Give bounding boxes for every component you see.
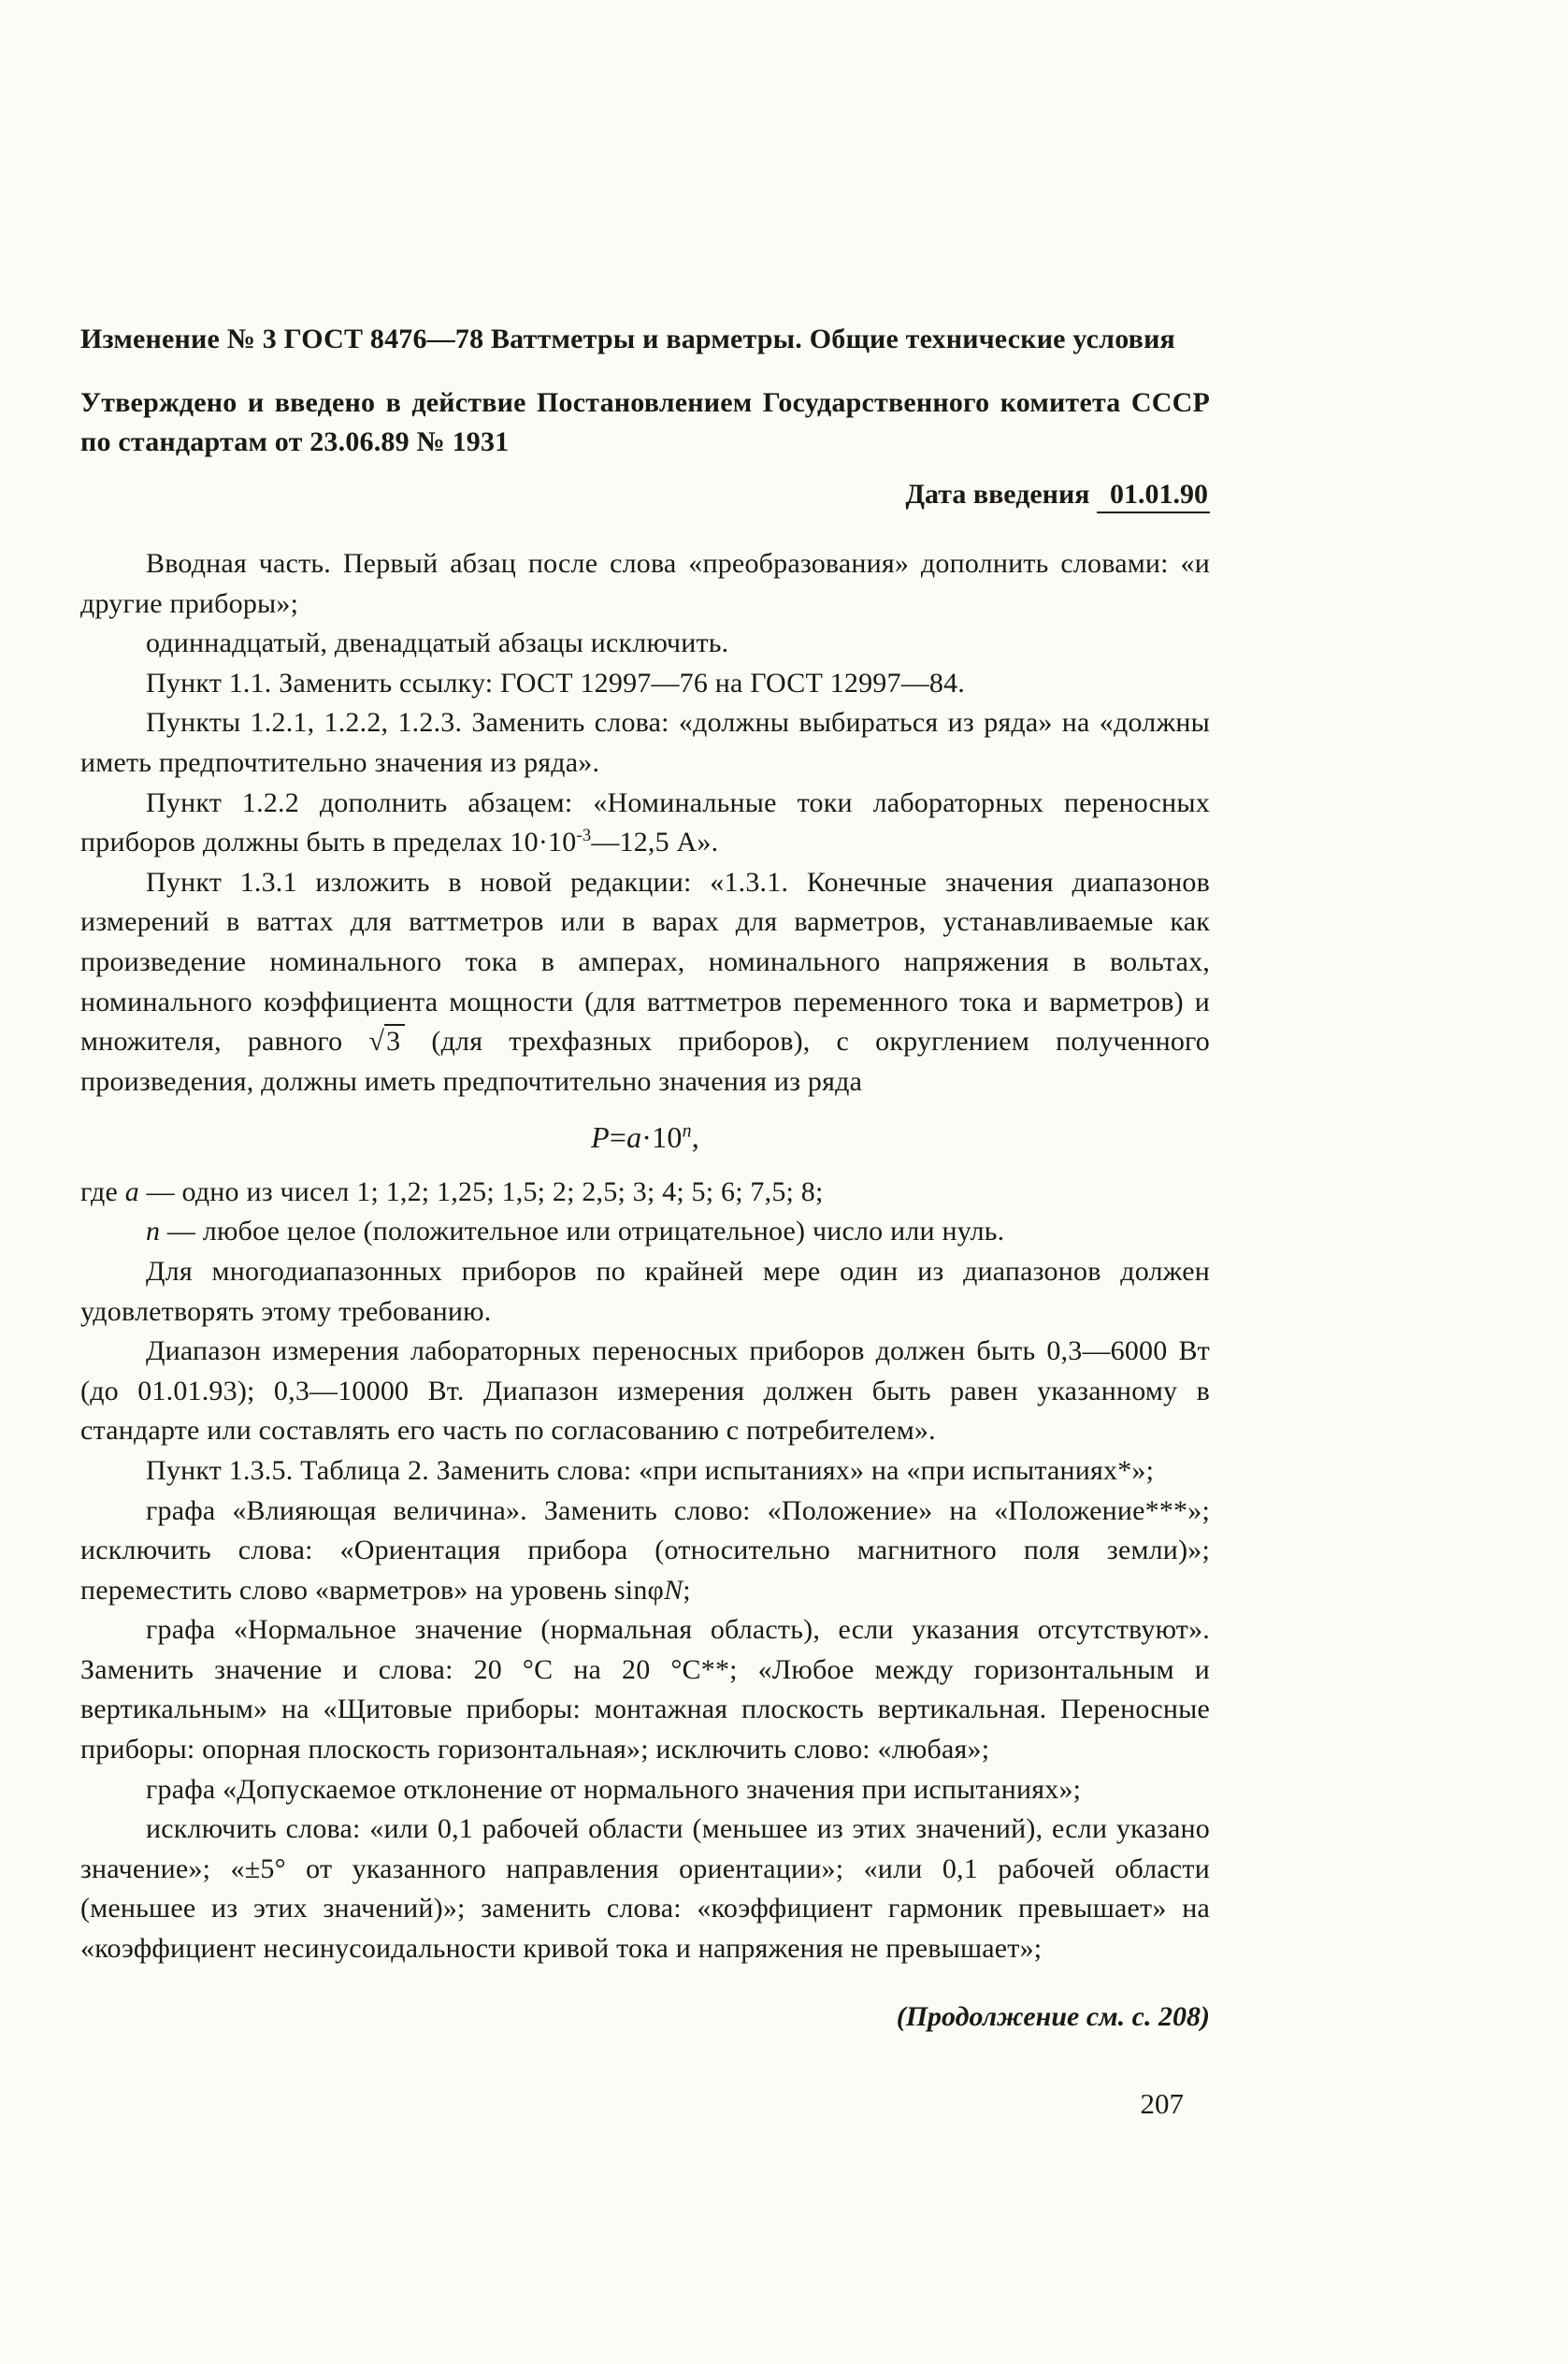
paragraph: Пункт 1.1. Заменить ссылку: ГОСТ 12997—76 на ГОСТ 12997—84.	[146, 667, 965, 699]
approval-statement: Утверждено и введено в действие Постановлением Государственного комитета СССР по стандартам от 23.06.89 № 1931	[80, 387, 1210, 457]
document-title: Изменение № 3 ГОСТ 8476—78 Ваттметры и варметры. Общие технические условия	[80, 324, 1175, 354]
formula: $P=a\cdot 10^n$,	[591, 1120, 699, 1155]
paragraph: Для многодиапазонных приборов по крайней мере один из диапазонов должен удовлетворять этому требованию.	[80, 1255, 1210, 1327]
paragraph: Диапазон измерения лабораторных переносных приборов должен быть 0,3—6000 Вт (до 01.01.93); 0,3—10000 Вт. Диапазон измерения должен быть равен указанному в стандарте или составлять его часть по согласованию с потребителем».	[80, 1335, 1210, 1447]
document-body	[80, 544, 1210, 1969]
continuation-note: (Продолжение см. с. 208)	[896, 2000, 1210, 2032]
page-number: 207	[1140, 2086, 1184, 2120]
paragraph: n — любое целое (положительное или отрицательное) число или нуль.	[146, 1216, 1005, 1247]
paragraph: Пункт 1.2.2 дополнить абзацем: «Номинальные токи лабораторных переносных приборов должны быть в пределах $10\cdot 10^{-3}—12,5$ А».	[80, 786, 1210, 858]
paragraph: Пункты 1.2.1, 1.2.2, 1.2.3. Заменить слова: «должны выбираться из ряда» на «должны иметь предпочтительно значения из ряда».	[80, 707, 1210, 778]
paragraph: Пункт 1.3.5. Таблица 2. Заменить слова: «при испытаниях» на «при испытаниях*»;	[146, 1454, 1155, 1486]
date-value: 01.01.90	[1097, 479, 1210, 513]
paragraph: Вводная часть. Первый абзац после слова «преобразования» дополнить словами: «и другие приборы»;	[80, 548, 1210, 619]
paragraph: графа «Нормальное значение (нормальная область), если указания отсутствуют». Заменить значение и слова: 20 °С на 20 °С**; «Любое между горизонтальным и вертикальным» на «Щитовые приборы: монтажная плоскость вертикальная. Переносные приборы: опорная плоскость горизонтальная»; исключить слово: «любая»;	[80, 1614, 1210, 1766]
introduction-date-line	[80, 479, 1210, 511]
paragraph: исключить слова: «или 0,1 рабочей области (меньшее из этих значений), если указано значение»; «±5° от указанного направления ориентации»; «или 0,1 рабочей области (меньшее из этих значений)»; заменить слова: «коэффициент гармоник превышает» на «коэффициент несинусоидальности кривой тока и напряжения не превышает»;	[80, 1813, 1210, 1965]
paragraph: графа «Влияющая величина». Заменить слово: «Положение» на «Положение***»; исключить слова: «Ориентация прибора (относительно магнитного поля земли)»; переместить слово «варметров» на уровень sinφN;	[80, 1494, 1210, 1606]
date-label: Дата введения	[905, 479, 1090, 510]
paragraph: Пункт 1.3.1 изложить в новой редакции: «1.3.1. Конечные значения диапазонов измерений в ваттах для ваттметров или в варах для варметров, устанавливаемые как произведение номинального тока в амперах, номинального напряжения в вольтах, номинального коэффициента мощности (для ваттметров переменного тока и варметров) и множителя, равного √3 (для трехфазных приборов), с округлением полученного произведения, должны иметь предпочтительно значения из ряда	[80, 866, 1210, 1097]
paragraph: графа «Допускаемое отклонение от нормального значения при испытаниях»;	[146, 1773, 1082, 1805]
square-root: √3	[368, 1024, 405, 1057]
paragraph: где a — одно из чисел 1; 1,2; 1,25; 1,5; 2; 2,5; 3; 4; 5; 6; 7,5; 8;	[80, 1175, 824, 1207]
page-content	[80, 320, 1210, 2121]
paragraph: одиннадцатый, двенадцатый абзацы исключить.	[146, 627, 729, 659]
